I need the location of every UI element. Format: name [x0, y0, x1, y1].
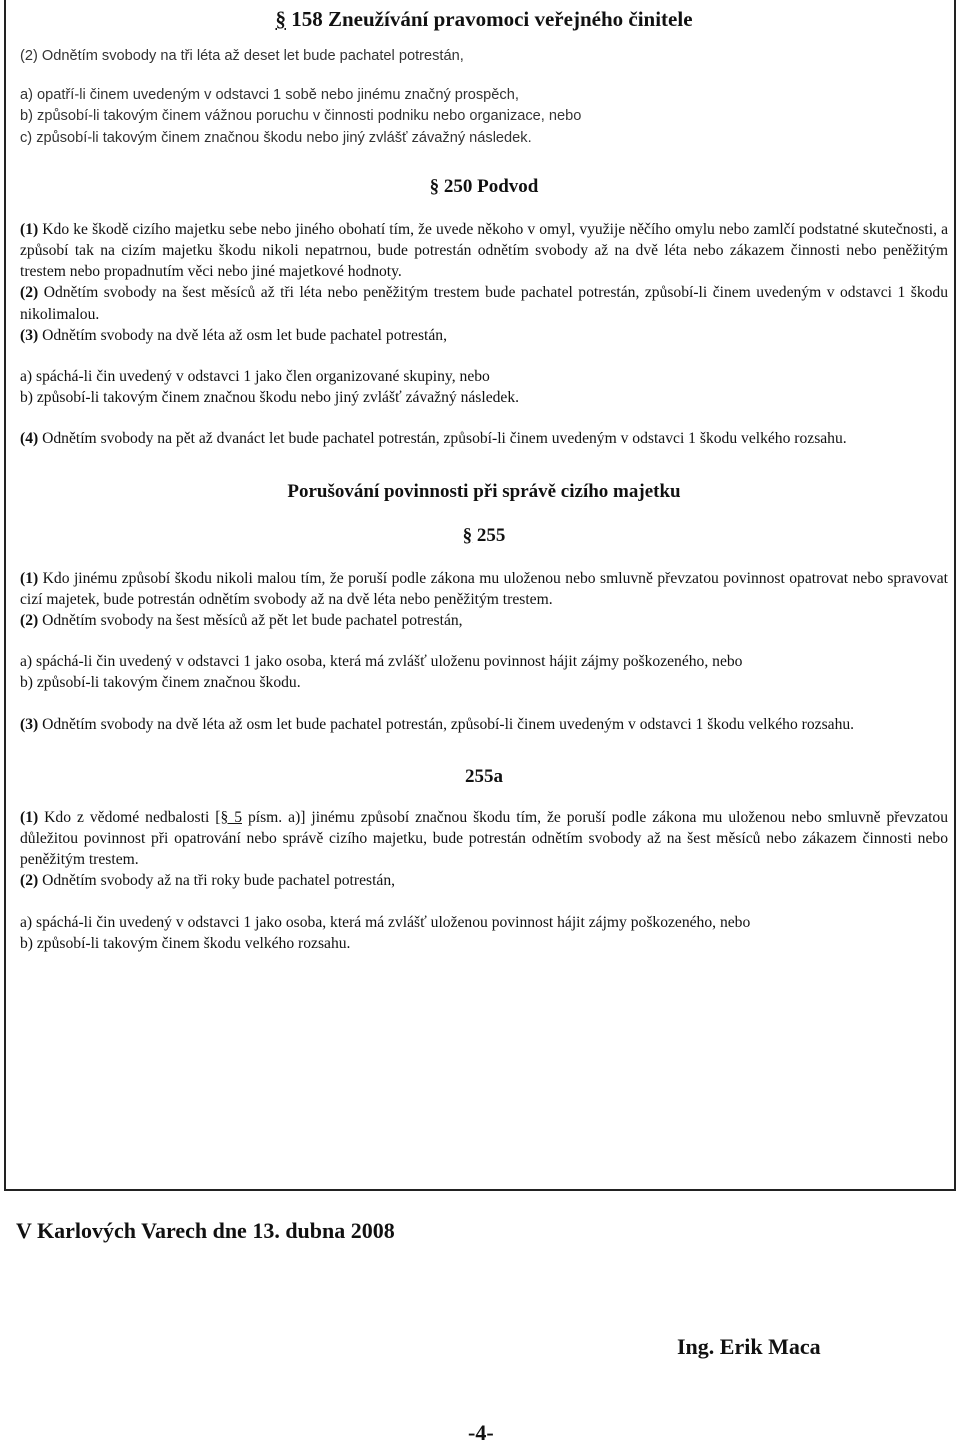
s158-item-a: a) opatří-li činem uvedeným v odstavci 1 sobě nebo jinému značný prospěch,	[20, 87, 519, 104]
section-255-heading: Porušování povinnosti při správě cizího majetku	[287, 480, 681, 502]
paragraph-number: (4)	[20, 430, 39, 448]
section-158-title-text: 158 Zneužívání pravomoci veřejného činitele	[291, 7, 693, 31]
paragraph-number: (1)	[20, 808, 39, 826]
s255a-paragraph-1	[20, 807, 948, 871]
section-250-title-text: 250 Podvod	[443, 175, 539, 197]
paragraph-text: Odnětím svobody na šest měsíců až pět let bude pachatel potrestán,	[42, 612, 463, 630]
paragraph-text: Odnětím svobody na dvě léta až osm let bude pachatel potrestán, způsobí-li činem uvedeným v odstavci 1 škodu velkého rozsahu.	[42, 715, 855, 733]
section-sign: §	[462, 524, 473, 546]
s255-paragraph-3	[20, 714, 948, 735]
s250-paragraph-4	[20, 428, 948, 449]
paragraph-text: Odnětím svobody na pět až dvanáct let bude pachatel potrestán, způsobí-li činem uvedeným v odstavci 1 škodu velkého rozsahu.	[42, 430, 847, 448]
s158-item-c: c) způsobí-li takovým činem značnou škodu nebo jiný zvlášť závažný následek.	[20, 129, 532, 146]
paragraph-number: (2)	[20, 872, 39, 890]
paragraph-text: Kdo z vědomé nedbalosti [	[44, 808, 221, 826]
s250-item-a: a) spáchá-li čin uvedený v odstavci 1 jako člen organizované skupiny, nebo	[20, 368, 490, 386]
statute-content	[20, 0, 948, 954]
s250-paragraph-1	[20, 219, 948, 283]
s250-paragraph-3	[20, 325, 948, 346]
paragraph-number: (1)	[20, 220, 39, 238]
section-sign: §	[429, 175, 440, 197]
paragraph-text: Odnětím svobody na dvě léta až osm let bude pachatel potrestán,	[42, 326, 447, 344]
signature-name: Ing. Erik Maca	[677, 1334, 821, 1359]
paragraph-number: (2)	[20, 284, 39, 302]
s250-item-b: b) způsobí-li takovým činem značnou škodu nebo jiný zvlášť závažný následek.	[20, 389, 520, 407]
paragraph-number: (1)	[20, 569, 39, 587]
section-255a-title: 255a	[465, 765, 503, 787]
paragraph-number: (2)	[20, 612, 39, 630]
statute-box	[4, 0, 956, 1191]
s255a-item-b: b) způsobí-li takovým činem škodu velkého rozsahu.	[20, 934, 351, 952]
s255-item-b: b) způsobí-li takovým činem značnou škodu.	[20, 674, 301, 692]
paragraph-text: Odnětím svobody na šest měsíců až tři léta nebo peněžitým trestem bude pachatel potrestán, způsobí-li činem uvedeným v odstavci 1 škodu nikolimalou.	[20, 284, 949, 323]
s158-paragraph-2: (2) Odnětím svobody na tři léta až deset let bude pachatel potrestán,	[20, 48, 464, 64]
s158-item-b: b) způsobí-li takovým činem vážnou poruchu v činnosti podniku nebo organizace, nebo	[20, 108, 582, 125]
section-255-title-text: 255	[476, 524, 506, 546]
s255a-paragraph-2	[20, 870, 948, 891]
paragraph-text: Kdo ke škodě cizího majetku sebe nebo jiného obohatí tím, že uvede někoho v omyl, využije něčího omylu nebo zamlčí podstatné skutečnosti, a způsobí tak na cizím majetku škodu nikoli nepatrnou, bude potrestán odnětím svobody až na dvě léta nebo zákazem činnosti nebo peněžitým trestem nebo propadnutím věci nebo jiné majetkové hodnoty.	[20, 220, 948, 281]
s255-item-a: a) spáchá-li čin uvedený v odstavci 1 jako osoba, která má zvlášť uloženu povinnost hájit zájmy poškozeného, nebo	[20, 653, 743, 671]
paragraph-text: písm. a)] jinému způsobí značnou škodu tím, že poruší podle zákona mu uloženou nebo smluvně převzatou důležitou povinnost při opatrování nebo správě cizího majetku, bude potrestán odnětím svobody až na šest měsíců nebo zákazem činnosti nebo peněžitým trestem.	[20, 808, 948, 869]
s255-paragraph-1	[20, 568, 948, 610]
s250-paragraph-2	[20, 282, 948, 324]
section-250-title	[20, 175, 948, 199]
place-and-date: V Karlových Varech dne 13. dubna 2008	[16, 1218, 395, 1243]
s255-paragraph-2	[20, 610, 948, 631]
paragraph-text: Kdo jinému způsobí škodu nikoli malou tím, že poruší podle zákona mu uloženou nebo smluvně převzatou povinnost opatrovat nebo spravovat cizí majetek, bude potrestán odnětím svobody až na dvě léta nebo peněžitým trestem.	[20, 569, 948, 608]
paragraph-number: (3)	[20, 326, 39, 344]
section-255-title	[20, 524, 948, 548]
section-sign: §	[275, 7, 286, 31]
paragraph-number: (3)	[20, 715, 39, 733]
section-158-title	[20, 6, 948, 32]
s255a-item-a: a) spáchá-li čin uvedený v odstavci 1 jako osoba, která má zvlášť uloženou povinnost hájit zájmy poškozeného, nebo	[20, 913, 751, 931]
section-5-link[interactable]: § 5	[220, 808, 242, 826]
page-number: -4-	[468, 1420, 494, 1445]
paragraph-text: Odnětím svobody až na tři roky bude pachatel potrestán,	[42, 872, 396, 890]
